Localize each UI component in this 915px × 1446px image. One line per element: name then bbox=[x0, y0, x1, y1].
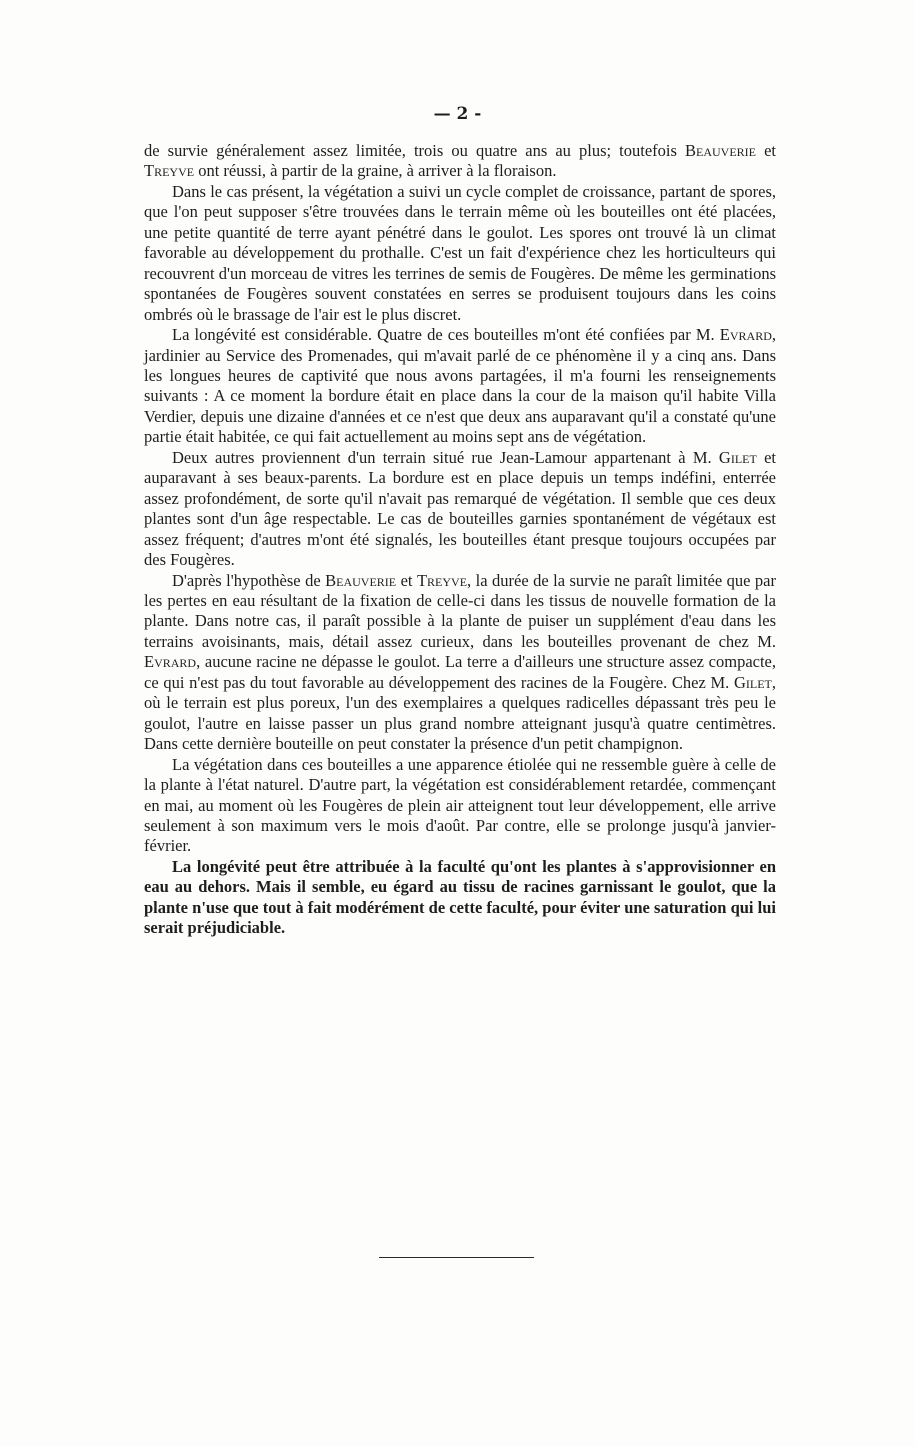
conjunction: et bbox=[756, 141, 776, 160]
paragraph-5-part-5: , où le terrain est plus poreux, l'un des exemplaires a quelques radicelles dépassant très peu le goulot, l'autre en laisse passer un plus grand nombre atteignant jusqu'à quatre centimètres. Dans cette dernière bouteille on peut constater la présence d'un petit champignon. bbox=[144, 672, 776, 754]
paragraph-2: Dans le cas présent, la végétation a suivi un cycle complet de croissance, partant de spores, que l'on peut supposer s'être trouvées dans le terrain même où les bouteilles ont été placées, une petite quantité de terre ayant pénétré dans le goulot. Les spores ont trouvé là un climat favorable au développement du prothalle. C'est un fait d'expérience chez les horticulteurs qui recouvrent d'un morceau de vitres les terrines de semis de Fougères. De même les germinations spontanées de Fougères souvent constatées en serres se produisent toujours dans les coins ombrés où le brassage de l'air est le plus discret. bbox=[144, 181, 776, 324]
paragraph-3-after: , jardinier au Service des Promenades, qui m'avait parlé de ce phénomène il y a cinq ans. Dans les longues heures de captivité que nous avons partagées, il m'a fourni les renseignements suivants : A ce moment la bordure était en place dans la cour de la maison qu'il habite Villa Verdier, depuis une dizaine d'années et ce n'est que deux ans auparavant qu'il a constaté qu'une partie était habitée, ce qui fait actuellement au moins sept ans de végétation. bbox=[144, 325, 776, 447]
paragraph-1-text: de survie généralement assez limitée, trois ou quatre ans au plus; toutefois bbox=[144, 141, 685, 160]
paragraph-3-before: La longévité est considérable. Quatre de ces bouteilles m'ont été confiées par M. bbox=[172, 325, 720, 345]
paragraph-4-after: et auparavant à ses beaux-parents. La bordure est en place depuis un temps indéfini, enterrée assez profondément, de sorte qu'il n'avait pas remarqué de végétation. Il semble que ces deux plantes sont d'un âge respectable. Le cas de bouteilles garnies spontanément de végétaux est assez fréquent; d'autres m'ont été signalés, les bouteilles étant presque toujours occupées par des Fougères. bbox=[144, 447, 776, 570]
paragraph-5-part-2: et bbox=[396, 570, 417, 590]
paragraph-4 bbox=[144, 448, 776, 571]
paragraph-1 bbox=[144, 141, 776, 182]
paragraph-4-before: Deux autres proviennent d'un terrain situé rue Jean-Lamour appartenant à M. bbox=[172, 447, 719, 467]
author-name-beauverie: Beauverie bbox=[685, 141, 756, 160]
person-name-evrard: Evrard bbox=[719, 325, 772, 345]
paragraph-5-part-3: , la durée de la survie ne paraît limitée que par les pertes en eau résultant de la fixation de celle-ci dans les tissus de nouvelle formation de la plante. Dans notre cas, il paraît possible à la plante de puiser un supplément d'eau dans les terrains avoisinants, mais, détail assez curieux, dans les bouteilles provenant de chez M. bbox=[144, 570, 776, 651]
author-name-treyve: Treyve bbox=[144, 161, 195, 181]
paragraph-1-end: ont réussi, à partir de la graine, à arriver à la floraison. bbox=[194, 161, 557, 181]
paragraph-5 bbox=[144, 571, 776, 755]
paragraph-5-part-1: D'après l'hypothèse de bbox=[172, 570, 326, 590]
person-name-gilet: Gilet bbox=[718, 447, 757, 467]
paragraph-7: La longévité peut être attribuée à la faculté qu'ont les plantes à s'approvisionner en eau au dehors. Mais il semble, eu égard au tissu de racines garnissant le goulot, que la plante n'use que tout à fait modérément de cette faculté, pour éviter une saturation qui lui serait préjudiciable. bbox=[144, 856, 776, 938]
body-text bbox=[144, 141, 776, 939]
paragraph-5-part-4: , aucune racine ne dépasse le goulot. La terre a d'ailleurs une structure assez compacte, ce qui n'est pas du tout favorable au développement des racines de la Fougère. Chez M. bbox=[144, 652, 776, 692]
closing-rule bbox=[379, 1257, 534, 1258]
author-name-beauverie: Beauverie bbox=[325, 570, 397, 590]
author-name-treyve: Treyve bbox=[416, 570, 468, 590]
person-name-gilet: Gilet bbox=[733, 672, 772, 692]
paragraph-6: La végétation dans ces bouteilles a une apparence étiolée qui ne ressemble guère à celle de la plante à l'état naturel. D'autre part, la végétation est considérablement retardée, commençant en mai, au moment où les Fougères de plein air atteignent tout leur développement, elle arrive seulement à son maximum vers le mois d'août. Par contre, elle se prolonge jusqu'à janvier-février. bbox=[144, 754, 776, 856]
page-number: — 2 - bbox=[433, 104, 482, 124]
paragraph-3 bbox=[144, 325, 776, 448]
person-name-evrard: Evrard bbox=[144, 652, 197, 672]
